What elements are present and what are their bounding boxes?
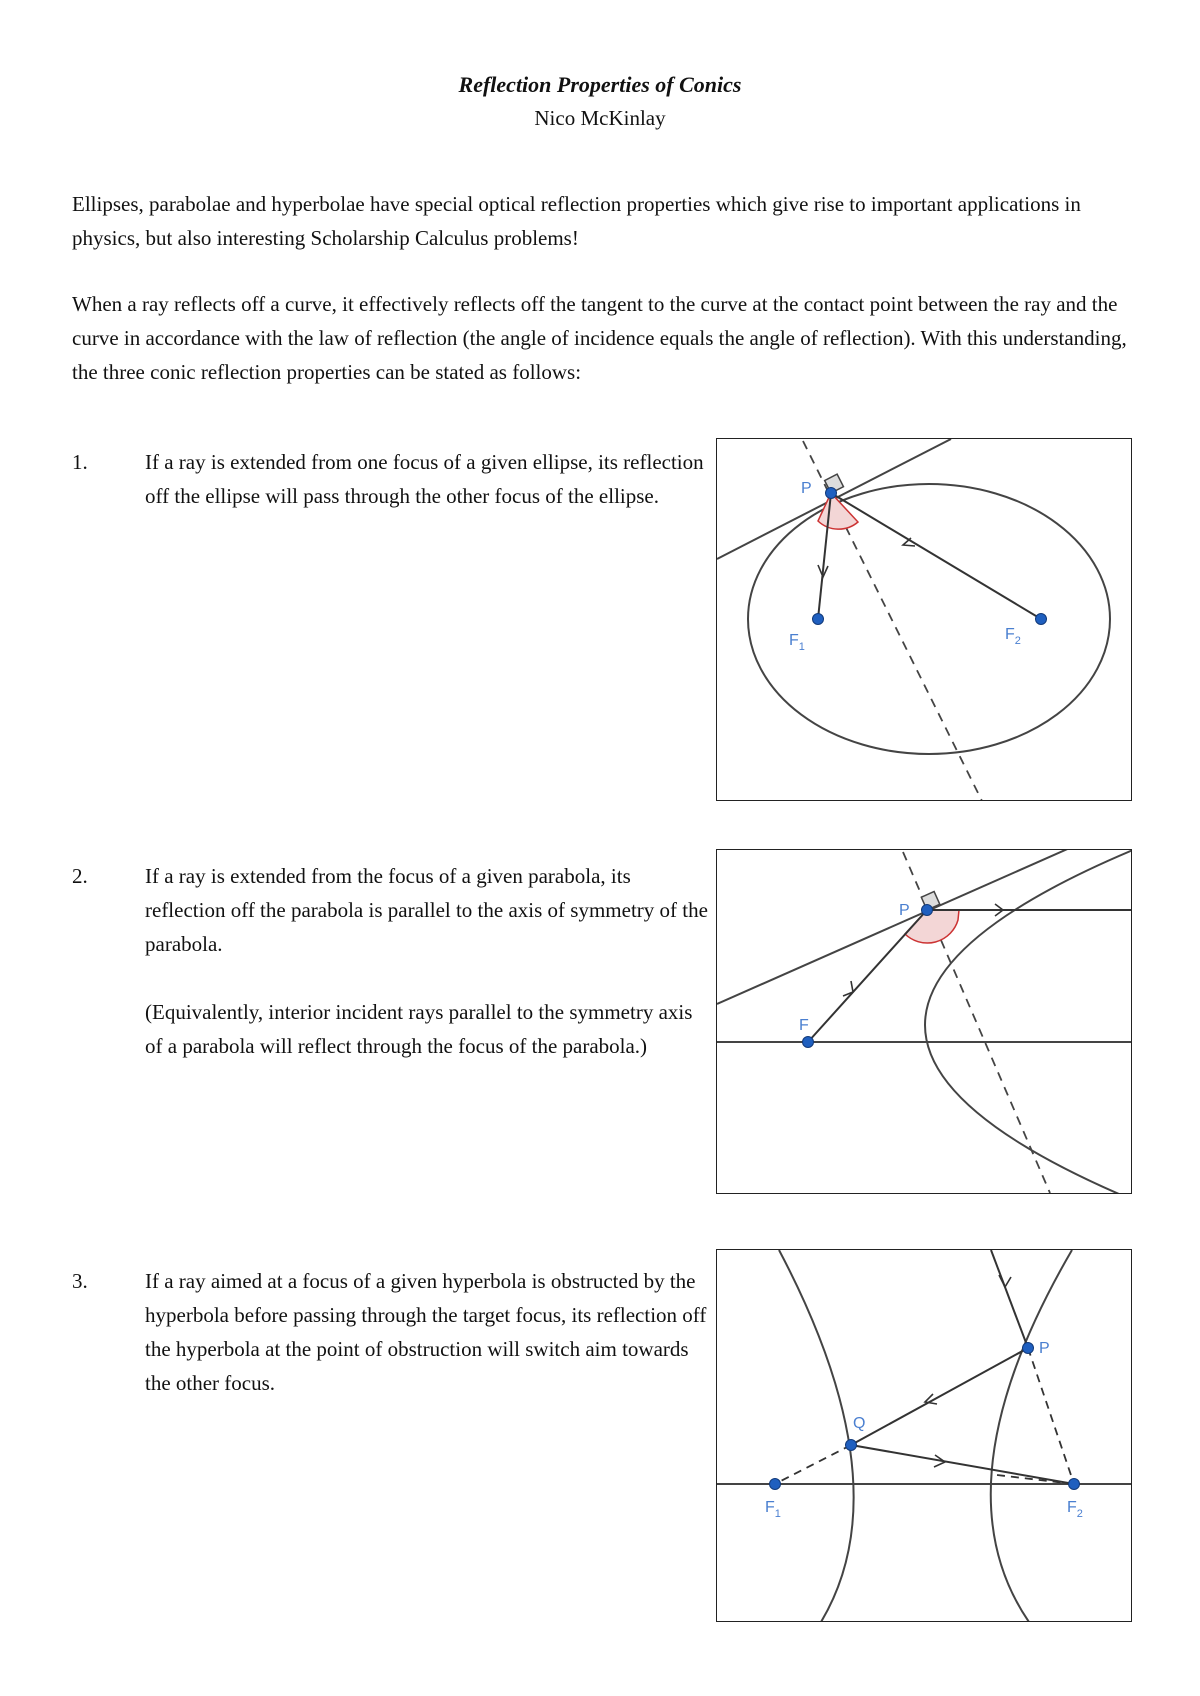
point-p xyxy=(922,905,933,916)
intro-paragraph-2: When a ray reflects off a curve, it effectively reflects off the tangent to the curve at the contact point between the ray and the curve in accordance with the law of reflection (the angle of incidence equals the angle of reflection). With this understanding, the three conic reflection properties can be stated as follows: xyxy=(72,292,1127,384)
incident-ray xyxy=(831,493,1041,619)
label-f2: $F_2$ xyxy=(1067,1499,1083,1520)
hyperbola-figure xyxy=(716,1249,1132,1622)
property-2-text: If a ray is extended from the focus of a given parabola, its reflection off the parabola is parallel to the axis of symmetry of the parabola. xyxy=(145,864,708,956)
property-1-number: 1. xyxy=(72,450,88,474)
point-p xyxy=(826,488,837,499)
hyperbola-left-branch xyxy=(779,1250,854,1622)
incident-ray xyxy=(991,1250,1028,1348)
ray-p-to-q xyxy=(851,1348,1028,1445)
point-q xyxy=(846,1440,857,1451)
property-3-number: 3. xyxy=(72,1269,88,1293)
label-f2: $F_2$ xyxy=(1005,626,1021,647)
intro-paragraph-1: Ellipses, parabolae and hyperbolae have special optical reflection properties which give rise to important applications in physics, but also interesting Scholarship Calculus problems! xyxy=(72,192,1081,250)
focus-f2 xyxy=(1036,614,1047,625)
parabola-curve xyxy=(925,850,1132,1194)
focus-f2 xyxy=(1069,1479,1080,1490)
label-p: P xyxy=(899,902,910,919)
label-p: P xyxy=(801,480,812,497)
document-title: Reflection Properties of Conics xyxy=(458,72,742,97)
label-f: F xyxy=(799,1017,809,1034)
focus-f1 xyxy=(813,614,824,625)
extension-to-f2 xyxy=(1028,1348,1074,1484)
reflected-ray-q xyxy=(851,1445,1074,1484)
label-f1: $F_1$ xyxy=(789,632,805,653)
label-p: P xyxy=(1039,1340,1050,1357)
property-2-number: 2. xyxy=(72,864,88,888)
property-1-text: If a ray is extended from one focus of a given ellipse, its reflection off the ellipse will pass through the other focus of the ellipse. xyxy=(145,450,704,508)
angle-arc xyxy=(818,493,858,529)
incident-ray xyxy=(808,910,927,1042)
parabola-figure xyxy=(716,849,1132,1194)
ellipse-curve xyxy=(748,484,1110,754)
document-author: Nico McKinlay xyxy=(534,106,666,130)
ellipse-figure xyxy=(716,438,1132,801)
property-2-note: (Equivalently, interior incident rays parallel to the symmetry axis of a parabola will reflect through the focus of the parabola.) xyxy=(145,1000,693,1058)
property-3-text: If a ray aimed at a focus of a given hyperbola is obstructed by the hyperbola before passing through the target focus, its reflection off the hyperbola at the point of obstruction will switch aim towards the other focus. xyxy=(145,1269,707,1395)
hyperbola-right-branch xyxy=(991,1250,1072,1622)
point-p xyxy=(1023,1343,1034,1354)
focus-f1 xyxy=(770,1479,781,1490)
focus-f xyxy=(803,1037,814,1048)
label-q: Q xyxy=(853,1415,866,1432)
extension-to-f1 xyxy=(775,1445,851,1484)
label-f1: $F_1$ xyxy=(765,1499,781,1520)
